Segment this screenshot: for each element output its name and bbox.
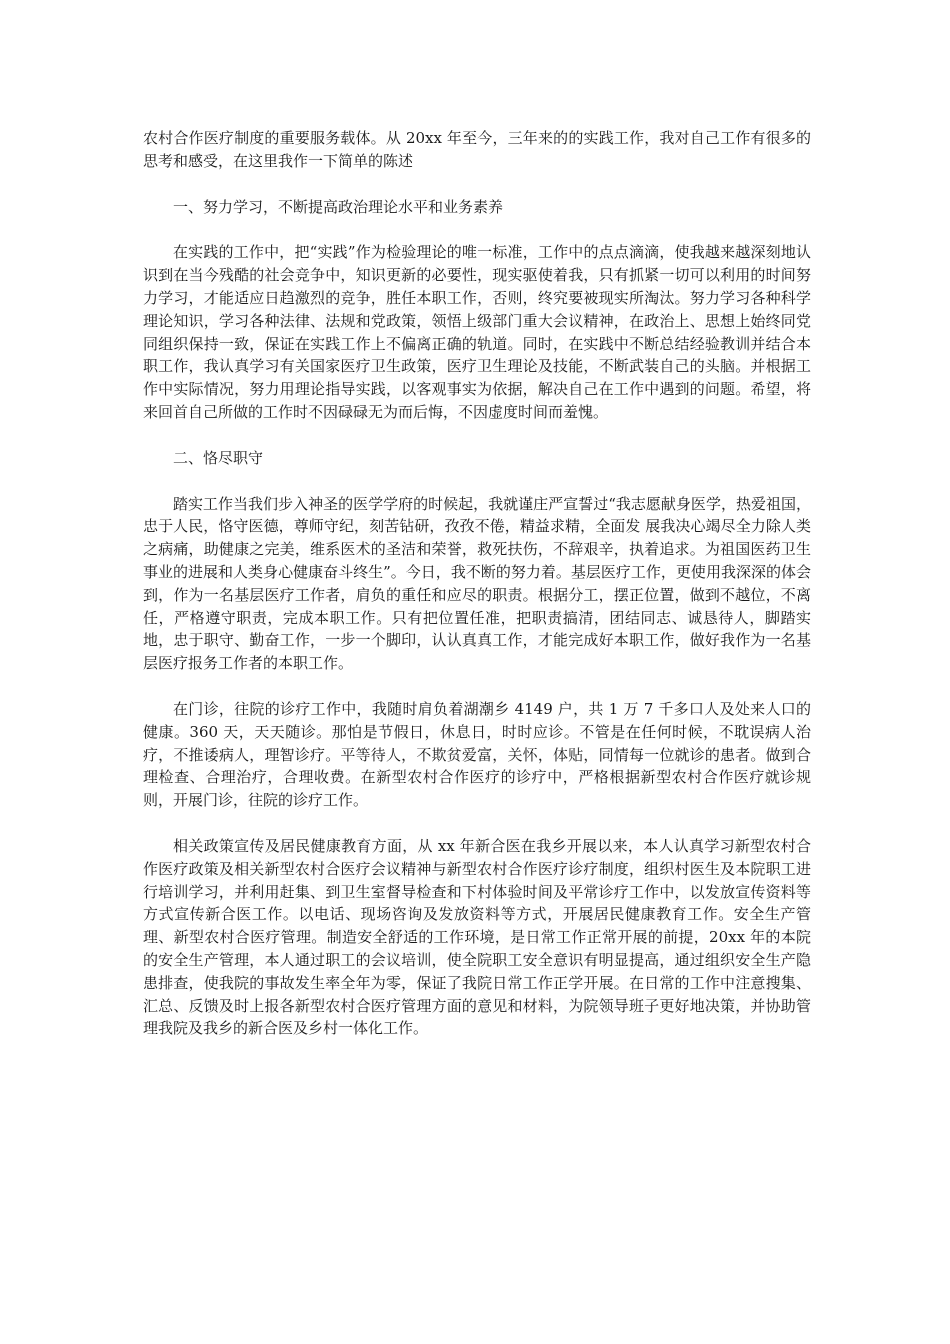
paragraph-clinic: 在门诊，往院的诊疗工作中，我随时肩负着湖潮乡 4149 户，共 1 万 7 千多口人及处来人口的健康。360 天，天天随诊。那怕是节假日，休息日，时时应诊。不管是在任何时候，不耽误病人治疗，不推诿病人，理智诊疗。平等待人，不欺贫爱富，关怀，体贴，同情每一位就诊的患者。做到合理检查、合理治疗，合理收费。在新型农村合作医疗的诊疗中，严格根据新型农村合作医疗就诊规则，开展门诊，往院的诊疗工作。 <box>143 699 811 810</box>
paragraph-intro: 农村合作医疗制度的重要服务载体。从 20xx 年至今，三年来的的实践工作，我对自己工作有很多的思考和感受，在这里我作一下简单的陈述 <box>143 129 811 170</box>
document-body <box>143 127 811 1063</box>
section-heading-2: 二、恪尽职守 <box>173 448 264 467</box>
paragraph-policy: 相关政策宣传及居民健康教育方面，从 xx 年新合医在我乡开展以来，本人认真学习新型农村合作医疗政策及相关新型农村合医疗会议精神与新型农村合作医疗诊疗制度，组织村医生及本院职工进行培训学习，并利用赶集、到卫生室督导检查和下村体验时间及平常诊疗工作中，以发放宣传资料等方式宣传新合医工作。以电话、现场咨询及发放资料等方式，开展居民健康教育工作。安全生产管理、新型农村合医疗管理。制造安全舒适的工作环境，是日常工作正常开展的前提，20xx 年的本院的安全生产管理，本人通过职工的会议培训，使全院职工安全意识有明显提高，通过组织安全生产隐患排查，使我院的事故发生率全年为零，保证了我院日常工作正学开展。在日常的工作中注意搜集、汇总、反馈及时上报各新型农村合医疗管理方面的意见和材料，为院领导班子更好地决策，并协助管理我院及我乡的新合医及乡村一体化工作。 <box>143 836 811 1038</box>
section-heading-1: 一、努力学习，不断提高政治理论水平和业务素养 <box>173 197 504 216</box>
paragraph-study: 在实践的工作中，把“实践”作为检验理论的唯一标准，工作中的点点滴滴，使我越来越深刻地认识到在当今残酷的社会竞争中，知识更新的必要性，现实驱使着我，只有抓紧一切可以利用的时间努力学习，才能适应日趋激烈的竞争，胜任本职工作，否则，终究要被现实所淘汰。努力学习各种科学理论知识，学习各种法律、法规和党政策，领悟上级部门重大会议精神，在政治上、思想上始终同党同组织保持一致，保证在实践工作上不偏离正确的轨道。同时，在实践中不断总结经验教训并结合本职工作，我认真学习有关国家医疗卫生政策，医疗卫生理论及技能，不断武装自己的头脑。并根据工作中实际情况，努力用理论指导实践，以客观事实为依据，解决自己在工作中遇到的问题。希望，将来回首自己所做的工作时不因碌碌无为而后悔，不因虚度时间而羞愧。 <box>143 243 811 421</box>
paragraph-duty: 踏实工作当我们步入神圣的医学学府的时候起，我就谨庄严宣誓过“我志愿献身医学，热爱祖国，忠于人民，恪守医德，尊师守纪，刻苦钻研，孜孜不倦，精益求精，全面发 展我决心竭尽全力除人类之病痛，助健康之完美，维系医术的圣洁和荣誉，救死扶伤，不辞艰辛，执着追求。为祖国医药卫生事业的进展和人类身心健康奋斗终生”。今日，我不断的努力着。基层医疗工作，更使用我深深的体会到，作为一名基层医疗工作者，肩负的重任和应尽的职责。根据分工，摆正位置，做到不越位，不离任，严格遵守职责，完成本职工作。只有把位置任准，把职责搞清，团结同志、诚恳待人，脚踏实地，忠于职守、勤奋工作，一步一个脚印，认认真真工作，才能完成好本职工作，做好我作为一名基层医疗报务工作者的本职工作。 <box>143 494 811 673</box>
